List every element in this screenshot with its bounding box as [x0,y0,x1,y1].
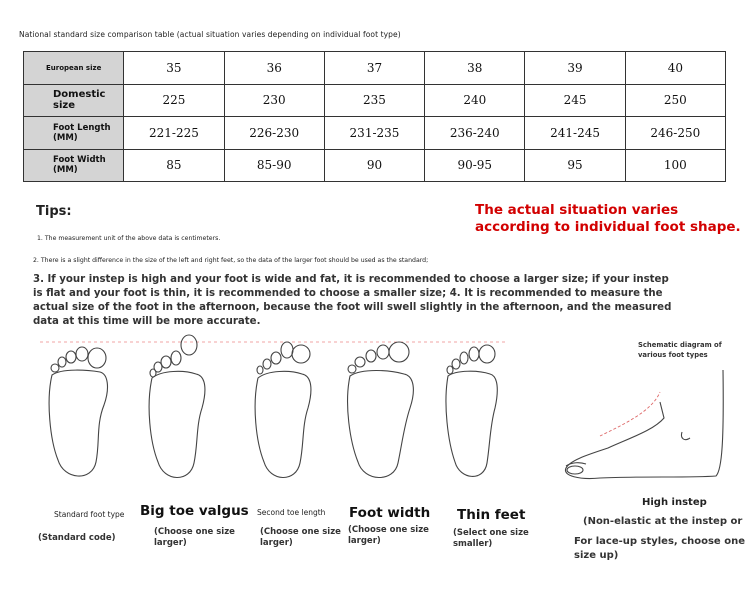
big-toe-label: Big toe valgus [140,503,249,519]
table-cell: 40 [625,52,725,85]
page-title: National standard size comparison table (actual situation varies depending on individual foot type) [19,30,401,39]
table-cell: 35 [124,52,224,85]
tip-1: 1. The measurement unit of the above data is centimeters. [37,235,221,242]
table-cell: 100 [625,149,725,182]
foot-width-sub: (Choose one size larger) [348,525,429,546]
high-instep-label: High instep [642,497,707,508]
second-toe-sub: (Choose one size larger) [260,527,341,548]
standard-foot-icon [49,347,107,476]
wide-foot-icon [348,342,414,478]
table-row [24,84,726,117]
warning-text: The actual situation varies according to individual foot shape. [475,202,741,235]
table-cell: 37 [324,52,424,85]
table-cell: 236-240 [425,117,525,150]
table-cell: 250 [625,84,725,117]
table-cell: 225 [124,84,224,117]
instep-curve-line [600,392,660,436]
second-toe-foot-icon [255,342,311,478]
schematic-caption: Schematic diagram of various foot types [638,341,722,359]
table-cell: 235 [324,84,424,117]
size-comparison-table [23,51,726,182]
table-cell: 221-225 [124,117,224,150]
table-cell: 90-95 [425,149,525,182]
table-cell: 230 [224,84,324,117]
table-cell: 85-90 [224,149,324,182]
high-instep-foot-icon [565,370,723,479]
tip-3: 3. If your instep is high and your foot is wide and fat, it is recommended to choose a larger size; if your instep is flat and your foot is thin, it is recommended to choose a smaller size; 4. It is recommended to measure the actual size of the foot in the afternoon, because the foot will swell slightly in the afternoon, and the measured data at this time will be more accurate. [33,274,672,327]
table-cell: 38 [425,52,525,85]
row-header-european: European size [24,52,124,85]
row-header-length: Foot Length (MM) [24,117,124,150]
standard-foot-label: Standard foot type [54,510,125,519]
thin-foot-icon [446,345,497,476]
thin-feet-sub: (Select one size smaller) [453,528,529,549]
row-header-width: Foot Width (MM) [24,149,124,182]
table-row [24,117,726,150]
thin-feet-label: Thin feet [457,507,526,523]
table-cell: 226-230 [224,117,324,150]
tip-2: 2. There is a slight difference in the size of the left and right feet, so the data of the larger foot should be used as the standard; [33,257,429,264]
standard-foot-sub: (Standard code) [38,533,116,543]
table-row [24,52,726,85]
table-cell: 39 [525,52,625,85]
big-toe-valgus-foot-icon [149,335,205,478]
table-cell: 85 [124,149,224,182]
table-cell: 246-250 [625,117,725,150]
foot-width-label: Foot width [349,505,431,521]
high-instep-note-1: (Non-elastic at the instep or [583,516,743,527]
table-cell: 95 [525,149,625,182]
table-cell: 90 [324,149,424,182]
table-cell: 36 [224,52,324,85]
table-cell: 241-245 [525,117,625,150]
table-row [24,149,726,182]
row-header-domestic: Domestic size [24,84,124,117]
second-toe-label: Second toe length [257,508,326,517]
high-instep-note-2: For lace-up styles, choose one size up) [574,536,745,561]
table-cell: 240 [425,84,525,117]
table-cell: 245 [525,84,625,117]
big-toe-sub: (Choose one size larger) [154,527,235,548]
tips-heading: Tips: [36,204,72,219]
table-cell: 231-235 [324,117,424,150]
